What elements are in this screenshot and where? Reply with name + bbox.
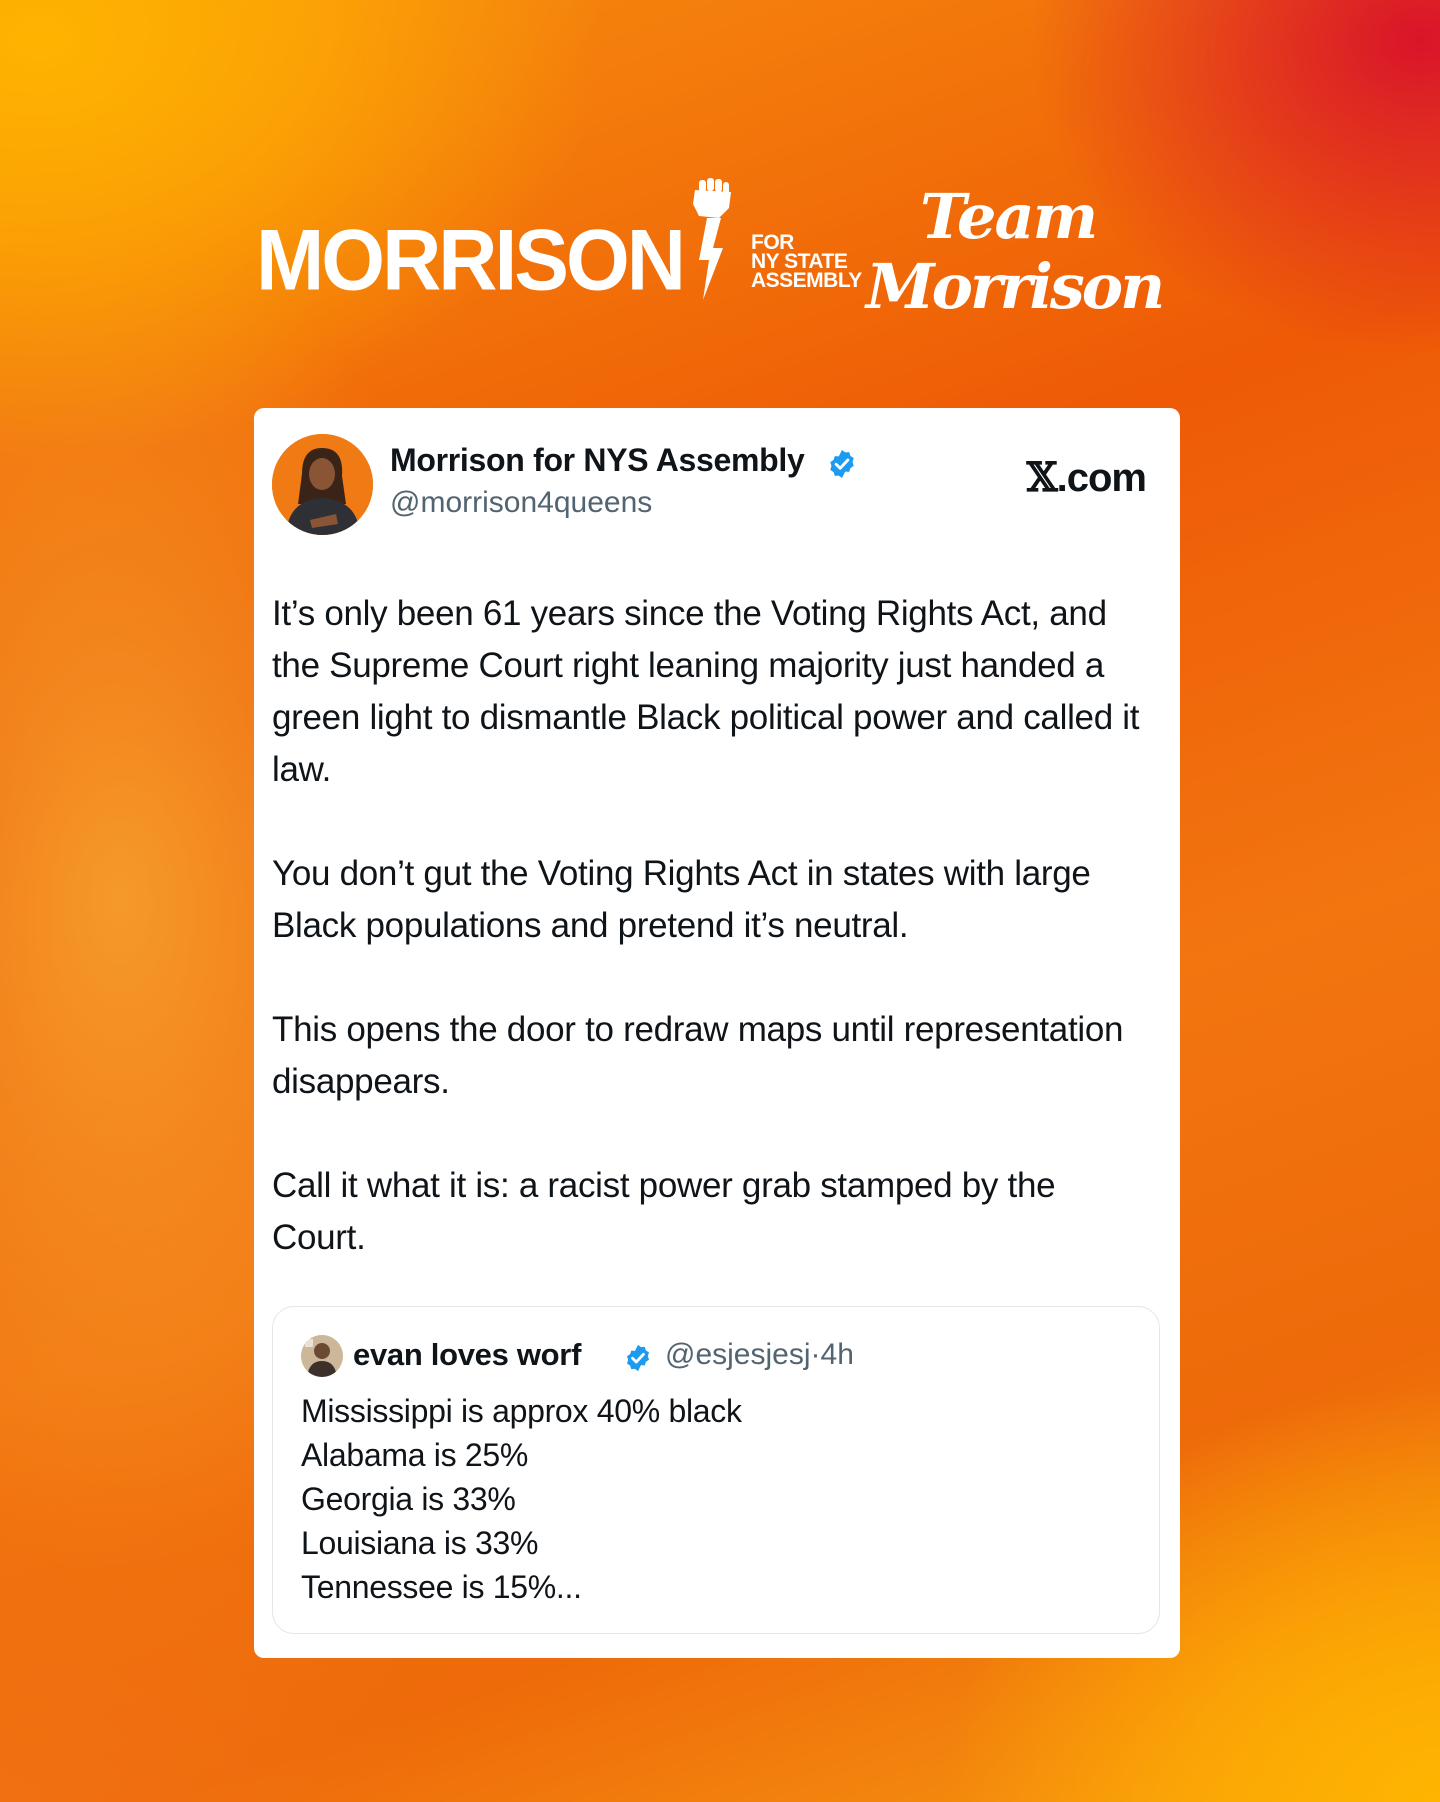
quote-line: Mississippi is approx 40% black [301,1393,742,1429]
logo-wordmark: MORRISON [256,212,683,309]
logo-sub-assembly: ASSEMBLY [751,269,862,292]
quote-separator: · [810,1338,821,1371]
quoted-tweet[interactable] [272,1306,1160,1634]
x-logo-icon: 𝕏 [1026,454,1057,501]
verified-badge-icon [623,1343,653,1373]
quote-avatar-icon [301,1335,343,1377]
x-com-label [1027,454,1146,501]
author-name[interactable]: Morrison for NYS Assembly [390,442,805,478]
quote-text [301,1389,742,1609]
tweet-paragraph: You don’t gut the Voting Rights Act in states with large Black populations and pretend it’s neutral. [272,854,1091,945]
author-handle[interactable]: @morrison4queens [390,486,653,519]
tweet-text [272,588,1152,1316]
logo-sub-for: FOR [751,231,794,254]
team-logo-line1: Team [920,180,1097,253]
tweet-card [254,408,1180,1658]
avatar-portrait-icon [272,434,373,535]
avatar[interactable] [272,434,373,535]
quote-meta [665,1338,854,1372]
quote-handle[interactable]: @esjesjesj [665,1338,811,1371]
verified-badge-icon [826,448,858,480]
tweet-paragraph: This opens the door to redraw maps until representation disappears. [272,1010,1124,1101]
tweet-paragraph: It’s only been 61 years since the Voting Rights Act, and the Supreme Court right leaning majority just handed a green light to dismantle Black political power and called it law. [272,594,1140,789]
team-logo-line2: Morrison [866,250,1163,323]
logo-sub-ny-state: NY STATE [751,250,848,273]
quote-line: Georgia is 33% [301,1481,516,1517]
quote-author-name[interactable]: evan loves worf [353,1337,582,1372]
raised-fist-lightning-icon [685,178,743,304]
quote-line: Alabama is 25% [301,1437,529,1473]
morrison-campaign-logo [256,178,862,309]
quote-line: Tennessee is 15%... [301,1569,582,1605]
site-suffix: .com [1056,456,1146,500]
team-morrison-logo [866,180,1176,330]
quote-timestamp[interactable]: 4h [820,1338,854,1371]
tweet-paragraph: Call it what it is: a racist power grab stamped by the Court. [272,1166,1056,1257]
quote-line: Louisiana is 33% [301,1525,539,1561]
quote-avatar[interactable] [301,1335,343,1377]
logo-subtitle [751,233,862,290]
